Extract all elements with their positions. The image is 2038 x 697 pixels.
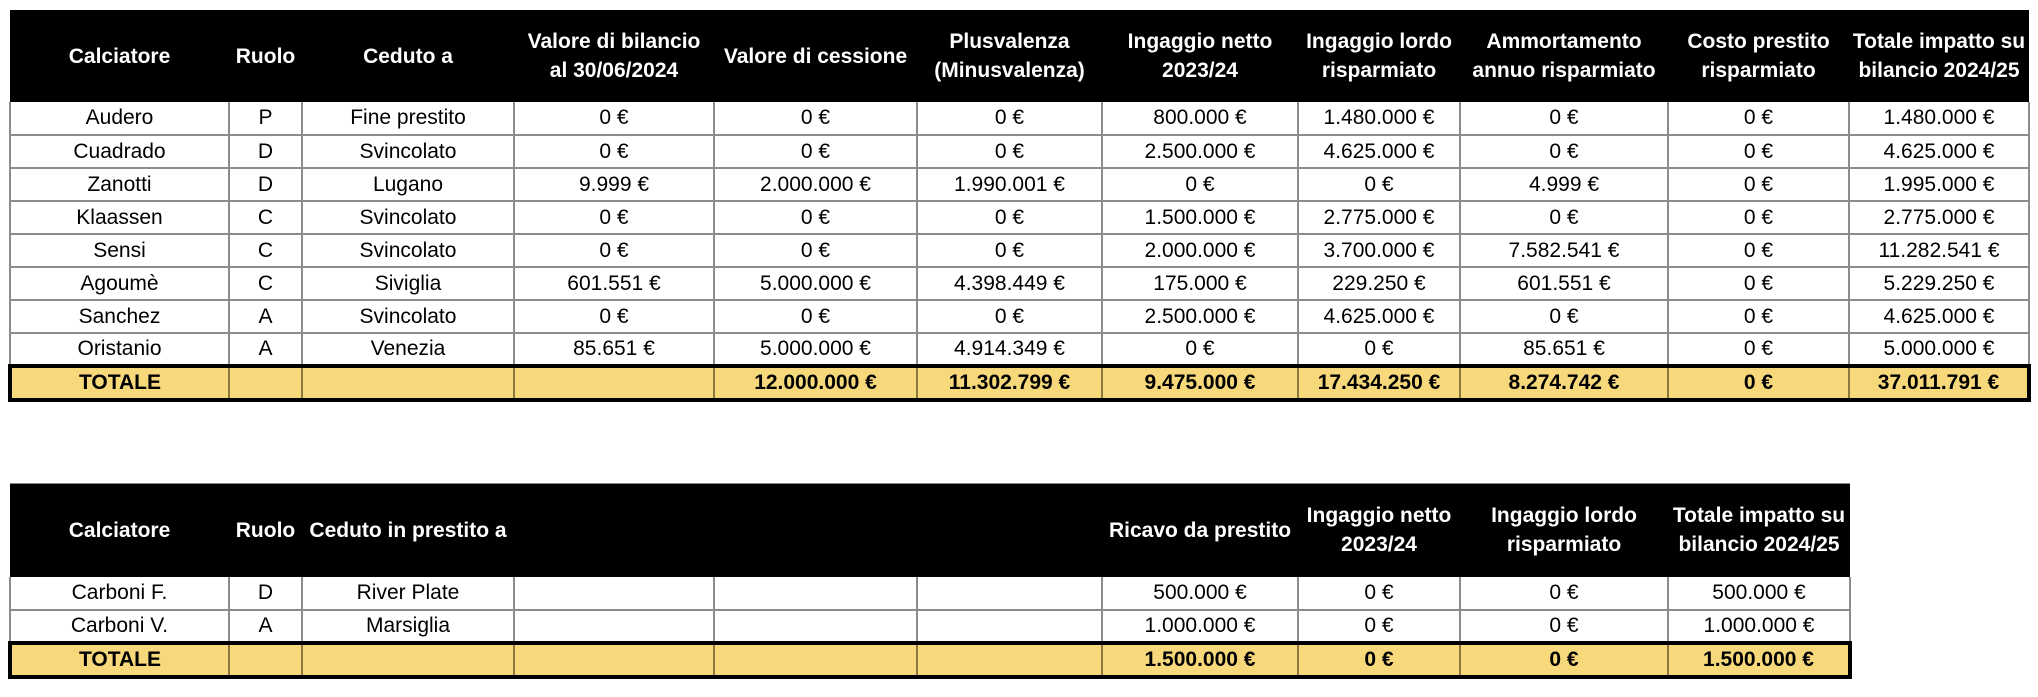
table-row — [10, 234, 2029, 267]
total-sale-value: 12.000.000 € — [714, 366, 917, 400]
cell-capital-gain: 4.398.449 € — [917, 267, 1102, 300]
column-header-loaned-to: Ceduto in prestito a — [302, 484, 514, 577]
cell-sold-to: Lugano — [302, 168, 514, 201]
column-header-total-impact: Totale impatto su bilancio 2024/25 — [1668, 484, 1850, 577]
cell-capital-gain: 0 € — [917, 234, 1102, 267]
cell-empty — [514, 577, 714, 610]
total-cell — [229, 643, 302, 677]
column-header-role: Ruolo — [229, 10, 302, 102]
table-row — [10, 201, 2029, 234]
column-header-gross-salary-saved: Ingaggio lordo risparmiato — [1460, 484, 1668, 577]
column-header-empty — [514, 484, 714, 577]
column-header-player: Calciatore — [10, 484, 229, 577]
cell-total-impact: 1.480.000 € — [1849, 102, 2029, 135]
cell-player: Oristanio — [10, 333, 229, 366]
column-header-sale-value: Valore di cessione — [714, 10, 917, 102]
total-net-salary: 0 € — [1298, 643, 1460, 677]
total-loan-revenue: 1.500.000 € — [1102, 643, 1298, 677]
cell-total-impact: 4.625.000 € — [1849, 135, 2029, 168]
cell-book-value: 0 € — [514, 234, 714, 267]
cell-role: D — [229, 577, 302, 610]
cell-sale-value: 0 € — [714, 300, 917, 333]
cell-sale-value: 0 € — [714, 201, 917, 234]
cell-book-value: 0 € — [514, 300, 714, 333]
total-impact: 37.011.791 € — [1849, 366, 2029, 400]
cell-loan-cost-saved: 0 € — [1668, 333, 1849, 366]
cell-role: C — [229, 234, 302, 267]
cell-amortization-saved: 7.582.541 € — [1460, 234, 1668, 267]
cell-role: C — [229, 201, 302, 234]
cell-sale-value: 5.000.000 € — [714, 333, 917, 366]
cell-amortization-saved: 4.999 € — [1460, 168, 1668, 201]
cell-sold-to: Svincolato — [302, 135, 514, 168]
cell-gross-salary-saved: 0 € — [1298, 333, 1460, 366]
total-gross-salary-saved: 17.434.250 € — [1298, 366, 1460, 400]
cell-net-salary: 2.000.000 € — [1102, 234, 1298, 267]
cell-book-value: 85.651 € — [514, 333, 714, 366]
cell-role: A — [229, 610, 302, 643]
cell-loan-cost-saved: 0 € — [1668, 168, 1849, 201]
cell-loan-cost-saved: 0 € — [1668, 201, 1849, 234]
cell-player: Carboni V. — [10, 610, 229, 643]
total-row — [10, 643, 1850, 677]
table-row — [10, 135, 2029, 168]
cell-player: Cuadrado — [10, 135, 229, 168]
column-header-empty — [917, 484, 1102, 577]
cell-amortization-saved: 85.651 € — [1460, 333, 1668, 366]
cell-amortization-saved: 0 € — [1460, 201, 1668, 234]
cell-total-impact: 2.775.000 € — [1849, 201, 2029, 234]
cell-sale-value: 0 € — [714, 135, 917, 168]
total-row — [10, 366, 2029, 400]
total-capital-gain: 11.302.799 € — [917, 366, 1102, 400]
cell-sale-value: 2.000.000 € — [714, 168, 917, 201]
cell-net-salary: 1.500.000 € — [1102, 201, 1298, 234]
cell-gross-salary-saved: 4.625.000 € — [1298, 300, 1460, 333]
cell-player: Sanchez — [10, 300, 229, 333]
cell-loan-cost-saved: 0 € — [1668, 135, 1849, 168]
cell-role: D — [229, 168, 302, 201]
cell-loan-revenue: 1.000.000 € — [1102, 610, 1298, 643]
cell-empty — [917, 577, 1102, 610]
cell-empty — [714, 577, 917, 610]
cell-gross-salary-saved: 4.625.000 € — [1298, 135, 1460, 168]
total-label: TOTALE — [10, 366, 229, 400]
cell-amortization-saved: 0 € — [1460, 135, 1668, 168]
loan-table — [8, 483, 1852, 679]
total-cell — [714, 643, 917, 677]
cell-capital-gain: 1.990.001 € — [917, 168, 1102, 201]
cell-capital-gain: 0 € — [917, 102, 1102, 135]
cell-total-impact: 11.282.541 € — [1849, 234, 2029, 267]
cell-loan-cost-saved: 0 € — [1668, 267, 1849, 300]
cell-empty — [714, 610, 917, 643]
column-header-net-salary: Ingaggio netto 2023/24 — [1298, 484, 1460, 577]
cell-net-salary: 0 € — [1102, 168, 1298, 201]
table-row — [10, 610, 1850, 643]
column-header-role: Ruolo — [229, 484, 302, 577]
cell-role: A — [229, 333, 302, 366]
cell-player: Agoumè — [10, 267, 229, 300]
total-loan-cost-saved: 0 € — [1668, 366, 1849, 400]
cell-loan-cost-saved: 0 € — [1668, 102, 1849, 135]
cell-role: P — [229, 102, 302, 135]
total-cell — [514, 643, 714, 677]
cell-role: A — [229, 300, 302, 333]
cell-net-salary: 175.000 € — [1102, 267, 1298, 300]
cell-gross-salary-saved: 3.700.000 € — [1298, 234, 1460, 267]
column-header-empty — [714, 484, 917, 577]
total-net-salary: 9.475.000 € — [1102, 366, 1298, 400]
column-header-capital-gain: Plusvalenza (Minusvalenza) — [917, 10, 1102, 102]
cell-gross-salary-saved: 1.480.000 € — [1298, 102, 1460, 135]
cell-net-salary: 2.500.000 € — [1102, 300, 1298, 333]
table-row — [10, 168, 2029, 201]
cell-sold-to: Svincolato — [302, 201, 514, 234]
cell-book-value: 0 € — [514, 102, 714, 135]
cell-net-salary: 0 € — [1102, 333, 1298, 366]
total-cell — [229, 366, 302, 400]
cell-book-value: 0 € — [514, 135, 714, 168]
cell-sold-to: Venezia — [302, 333, 514, 366]
cell-net-salary: 2.500.000 € — [1102, 135, 1298, 168]
cell-total-impact: 5.000.000 € — [1849, 333, 2029, 366]
total-label: TOTALE — [10, 643, 229, 677]
column-header-amortization-saved: Ammortamento annuo risparmiato — [1460, 10, 1668, 102]
table-row — [10, 577, 1850, 610]
table-row — [10, 102, 2029, 135]
cell-role: D — [229, 135, 302, 168]
total-cell — [917, 643, 1102, 677]
cell-capital-gain: 0 € — [917, 135, 1102, 168]
cell-net-salary: 0 € — [1298, 577, 1460, 610]
column-header-loan-revenue: Ricavo da prestito — [1102, 484, 1298, 577]
total-gross-salary-saved: 0 € — [1460, 643, 1668, 677]
cell-sold-to: Svincolato — [302, 300, 514, 333]
cell-total-impact: 1.000.000 € — [1668, 610, 1850, 643]
column-header-book-value: Valore di bilancio al 30/06/2024 — [514, 10, 714, 102]
cell-role: C — [229, 267, 302, 300]
table-header-row — [10, 10, 2029, 102]
cell-total-impact: 5.229.250 € — [1849, 267, 2029, 300]
total-impact: 1.500.000 € — [1668, 643, 1850, 677]
total-cell — [302, 643, 514, 677]
table-row — [10, 300, 2029, 333]
cell-book-value: 601.551 € — [514, 267, 714, 300]
cell-amortization-saved: 0 € — [1460, 300, 1668, 333]
cell-sale-value: 5.000.000 € — [714, 267, 917, 300]
cell-empty — [917, 610, 1102, 643]
cell-gross-salary-saved: 2.775.000 € — [1298, 201, 1460, 234]
sales-table — [8, 10, 2031, 402]
total-cell — [302, 366, 514, 400]
cell-book-value: 9.999 € — [514, 168, 714, 201]
cell-gross-salary-saved: 0 € — [1460, 610, 1668, 643]
cell-total-impact: 1.995.000 € — [1849, 168, 2029, 201]
cell-sold-to: Svincolato — [302, 234, 514, 267]
table-row — [10, 333, 2029, 366]
cell-capital-gain: 0 € — [917, 300, 1102, 333]
column-header-loan-cost-saved: Costo prestito risparmiato — [1668, 10, 1849, 102]
cell-player: Sensi — [10, 234, 229, 267]
cell-total-impact: 500.000 € — [1668, 577, 1850, 610]
table-row — [10, 267, 2029, 300]
cell-gross-salary-saved: 0 € — [1460, 577, 1668, 610]
cell-net-salary: 0 € — [1298, 610, 1460, 643]
cell-player: Audero — [10, 102, 229, 135]
cell-amortization-saved: 0 € — [1460, 102, 1668, 135]
cell-empty — [514, 610, 714, 643]
total-amortization-saved: 8.274.742 € — [1460, 366, 1668, 400]
cell-sale-value: 0 € — [714, 102, 917, 135]
cell-sale-value: 0 € — [714, 234, 917, 267]
cell-gross-salary-saved: 0 € — [1298, 168, 1460, 201]
column-header-total-impact: Totale impatto su bilancio 2024/25 — [1849, 10, 2029, 102]
cell-sold-to: Siviglia — [302, 267, 514, 300]
cell-player: Zanotti — [10, 168, 229, 201]
cell-loaned-to: River Plate — [302, 577, 514, 610]
cell-amortization-saved: 601.551 € — [1460, 267, 1668, 300]
cell-player: Carboni F. — [10, 577, 229, 610]
cell-player: Klaassen — [10, 201, 229, 234]
cell-sold-to: Fine prestito — [302, 102, 514, 135]
cell-book-value: 0 € — [514, 201, 714, 234]
cell-loaned-to: Marsiglia — [302, 610, 514, 643]
column-header-sold-to: Ceduto a — [302, 10, 514, 102]
table-header-row — [10, 484, 1850, 577]
cell-total-impact: 4.625.000 € — [1849, 300, 2029, 333]
cell-capital-gain: 4.914.349 € — [917, 333, 1102, 366]
cell-loan-cost-saved: 0 € — [1668, 234, 1849, 267]
column-header-net-salary: Ingaggio netto 2023/24 — [1102, 10, 1298, 102]
column-header-gross-salary-saved: Ingaggio lordo risparmiato — [1298, 10, 1460, 102]
column-header-player: Calciatore — [10, 10, 229, 102]
total-cell — [514, 366, 714, 400]
cell-capital-gain: 0 € — [917, 201, 1102, 234]
cell-loan-cost-saved: 0 € — [1668, 300, 1849, 333]
cell-loan-revenue: 500.000 € — [1102, 577, 1298, 610]
cell-gross-salary-saved: 229.250 € — [1298, 267, 1460, 300]
cell-net-salary: 800.000 € — [1102, 102, 1298, 135]
